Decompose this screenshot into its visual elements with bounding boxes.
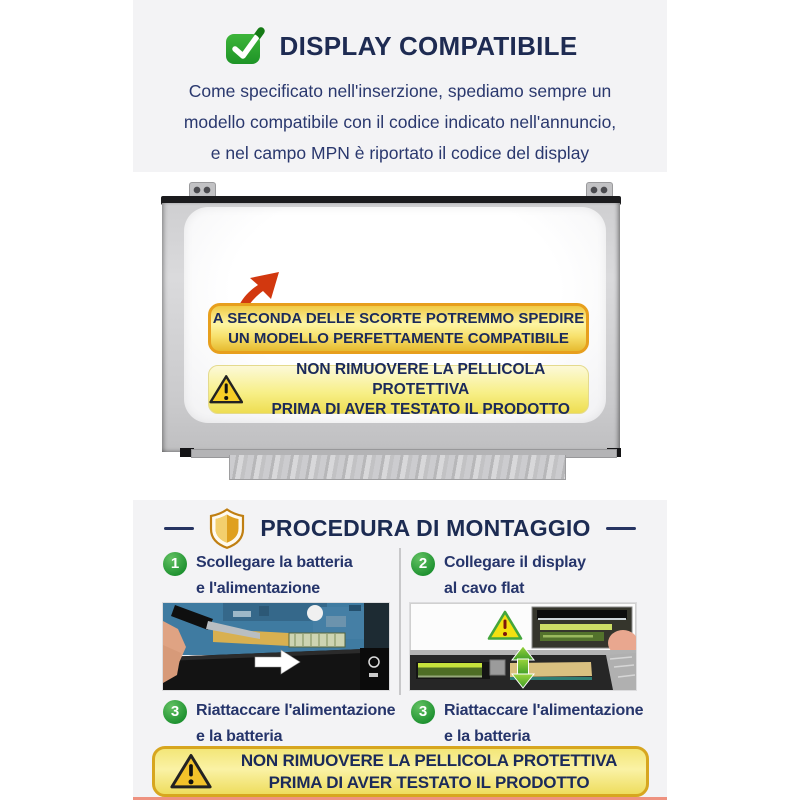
shield-icon xyxy=(209,508,245,549)
film-banner-text xyxy=(253,360,588,420)
step-label xyxy=(196,698,395,750)
bottom-warning-banner xyxy=(152,746,649,797)
step-line: Scollegare la batteria xyxy=(196,554,353,571)
step-line: Riattaccare l'alimentazione xyxy=(196,702,396,719)
step-3-left xyxy=(163,698,395,750)
step-label xyxy=(444,698,643,750)
step-line: Riattaccare l'alimentazione xyxy=(444,702,644,719)
stock-warning-banner xyxy=(208,303,589,354)
page-title: DISPLAY COMPATIBILE xyxy=(279,30,578,61)
stock-banner-line: A SECONDA DELLE SCORTE POTREMMO SPEDIRE xyxy=(212,310,585,327)
bottom-warning-line: NON RIMUOVERE LA PELLICOLA PROTETTIVA xyxy=(240,750,618,770)
step-3-right xyxy=(411,698,643,750)
content-column xyxy=(133,0,667,800)
procedure-title: PROCEDURA DI MONTAGGIO xyxy=(260,514,591,541)
bottom-warning-line: PRIMA DI AVER TESTATO IL PRODOTTO xyxy=(268,772,590,792)
column-divider xyxy=(399,548,401,695)
foil-strip xyxy=(229,455,566,480)
stock-banner-line: UN MODELLO PERFETTAMENTE COMPATIBILE xyxy=(228,329,569,347)
intro-line: Come specificato nell'inserzione, spediamo sempre un xyxy=(188,81,612,101)
heading-dash xyxy=(606,527,636,530)
step-line: e la batteria xyxy=(196,728,283,745)
step-line: e la batteria xyxy=(444,728,531,745)
step-label xyxy=(196,550,353,602)
step-number-badge: 3 xyxy=(163,700,187,724)
step-number-badge: 2 xyxy=(411,552,435,576)
connect-flat-cable-photo xyxy=(410,603,636,690)
intro-line: modello compatibile con il codice indicato nell'annuncio, xyxy=(183,112,617,132)
step-2 xyxy=(411,550,586,602)
bottom-warning-text xyxy=(222,750,636,794)
step-line: al cavo flat xyxy=(444,580,525,597)
film-banner-line: PRIMA DI AVER TESTATO IL PRODOTTO xyxy=(271,400,570,418)
step-1 xyxy=(163,550,353,602)
film-warning-banner xyxy=(208,360,589,418)
intro-line: e nel campo MPN è riportato il codice del display xyxy=(210,143,590,163)
header xyxy=(133,24,667,68)
step-label xyxy=(444,550,586,602)
warning-triangle-icon xyxy=(209,374,243,405)
heading-dash xyxy=(164,527,194,530)
procedure-header xyxy=(133,505,667,551)
warning-triangle-icon xyxy=(170,753,212,790)
step-line: e l'alimentazione xyxy=(196,580,320,597)
check-icon xyxy=(223,25,267,67)
step-number-badge: 1 xyxy=(163,552,187,576)
step-line: Collegare il display xyxy=(444,554,586,571)
lcd-panel-photo xyxy=(133,172,667,500)
step-number-badge: 3 xyxy=(411,700,435,724)
film-banner-line: NON RIMUOVERE LA PELLICOLA PROTETTIVA xyxy=(296,360,546,398)
disconnect-battery-photo xyxy=(163,603,389,690)
